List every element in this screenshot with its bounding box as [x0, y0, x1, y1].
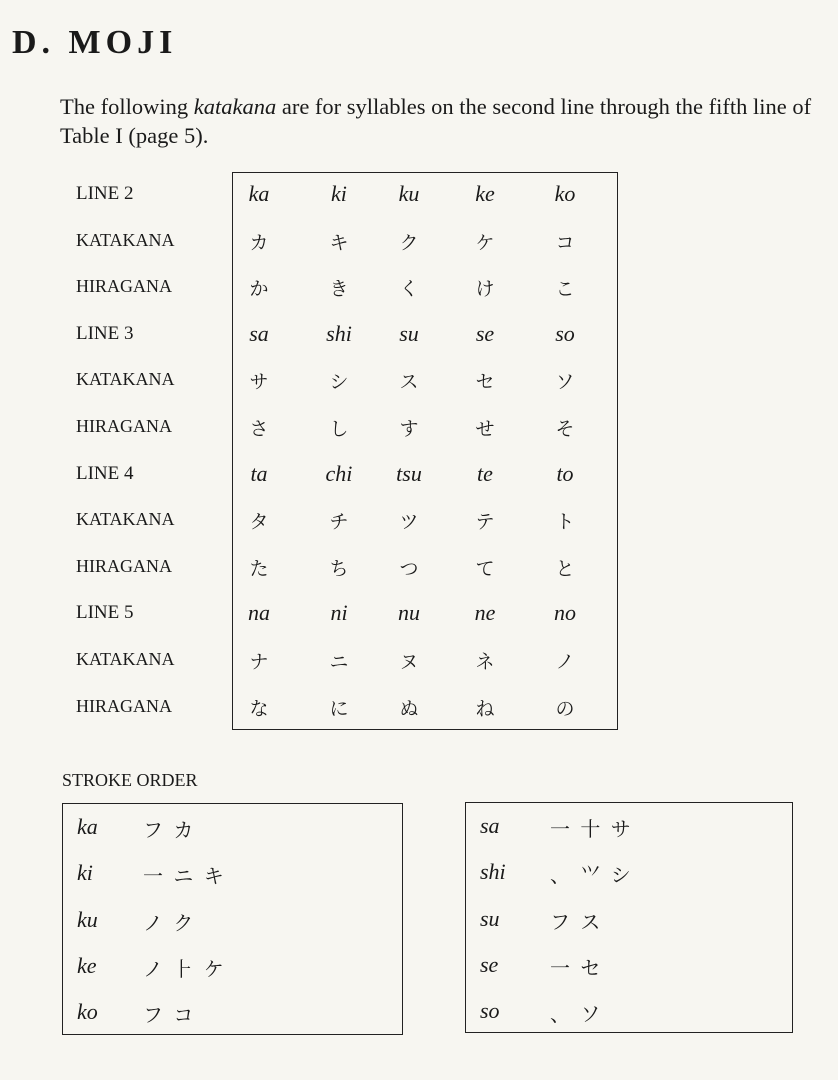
kana-cell: の [555, 697, 575, 720]
kana-cell: た [249, 557, 269, 580]
kana-cell: ソ [555, 371, 575, 394]
kana-cell: ネ [475, 651, 495, 673]
intro-text-end: are for syllables on the second line through the fifth line of Table I (page 5). [60, 94, 812, 148]
kana-table [232, 172, 618, 730]
romaji-cell: ka [248, 181, 270, 206]
kana-cell: な [249, 697, 269, 720]
kana-cell: カ [249, 231, 269, 254]
stroke-order-row [466, 998, 792, 1028]
stroke-sequence: 一 十 サ [550, 817, 633, 841]
romaji-cell: ki [331, 181, 347, 206]
row-label: HIRAGANA [76, 555, 172, 576]
stroke-order-row [63, 907, 402, 937]
romaji-cell: se [475, 320, 495, 346]
romaji-cell: shi [326, 320, 352, 346]
row-label: KATAKANA [76, 509, 175, 530]
stroke-order-row [466, 813, 792, 843]
row-label: LINE 3 [76, 322, 134, 344]
stroke-romaji: su [480, 905, 500, 931]
romaji-cell: ta [250, 460, 268, 486]
kana-cell: ナ [249, 651, 269, 673]
kana-cell: テ [475, 511, 495, 534]
stroke-sequence: ノ ⺊ ケ [143, 956, 226, 981]
kana-cell: て [475, 557, 495, 580]
kana-cell: さ [249, 418, 269, 440]
kana-cell: と [555, 557, 575, 580]
kana-cell: に [329, 697, 349, 720]
stroke-romaji: ku [77, 906, 98, 932]
stroke-sequence: フ ス [550, 909, 603, 934]
kana-cell: ね [475, 697, 495, 720]
kana-cell: ニ [329, 651, 349, 673]
stroke-romaji: ke [77, 952, 97, 978]
kana-cell: ト [555, 511, 575, 534]
romaji-cell: ni [330, 600, 348, 626]
intro-paragraph [60, 92, 830, 150]
kana-cell: セ [475, 371, 495, 394]
stroke-order-box-left [62, 803, 403, 1035]
romaji-cell: nu [398, 600, 420, 626]
stroke-romaji: sa [480, 813, 500, 838]
kana-cell: ち [329, 557, 349, 580]
intro-italic-term: katakana [193, 94, 277, 119]
row-label: HIRAGANA [76, 695, 172, 716]
romaji-cell: sa [249, 320, 269, 346]
stroke-romaji: so [480, 998, 500, 1024]
stroke-order-row [63, 860, 402, 890]
kana-cell: サ [249, 371, 269, 394]
kana-cell: ク [399, 231, 419, 254]
stroke-sequence: 一 ニ キ [143, 864, 226, 889]
romaji-cell: ku [398, 181, 420, 206]
kana-cell: け [475, 278, 495, 301]
kana-cell: ツ [399, 511, 419, 534]
romaji-cell: na [248, 600, 270, 626]
stroke-romaji: se [480, 951, 499, 977]
stroke-order-box-right [465, 802, 793, 1033]
romaji-cell: ko [554, 181, 576, 206]
romaji-cell: tsu [396, 460, 422, 486]
kana-cell: そ [555, 418, 575, 440]
row-label: LINE 4 [76, 462, 134, 484]
kana-cell: ケ [475, 231, 495, 254]
row-label: KATAKANA [76, 229, 175, 250]
kana-cell: ヌ [399, 651, 419, 673]
stroke-order-row [466, 906, 792, 936]
stroke-order-row [466, 859, 792, 889]
stroke-sequence: フ カ [143, 818, 196, 842]
stroke-order-row [63, 953, 402, 983]
romaji-cell: chi [325, 460, 353, 486]
romaji-cell: ne [474, 600, 496, 626]
row-label: HIRAGANA [76, 416, 172, 436]
stroke-romaji: ko [77, 999, 98, 1025]
stroke-sequence: ノ ク [143, 910, 196, 935]
kana-cell: シ [329, 371, 349, 394]
stroke-sequence: フ コ [143, 1003, 196, 1028]
row-label: LINE 5 [76, 602, 134, 624]
romaji-cell: so [555, 320, 575, 346]
kana-cell: き [329, 278, 349, 301]
kana-cell: こ [555, 278, 575, 301]
kana-cell: タ [249, 511, 269, 534]
kana-cell: か [249, 278, 269, 301]
stroke-order-row [63, 999, 402, 1029]
kana-cell: す [399, 418, 419, 440]
romaji-cell: te [477, 460, 493, 486]
stroke-order-title: STROKE ORDER [62, 770, 198, 790]
romaji-cell: ke [475, 181, 495, 206]
kana-cell: キ [329, 231, 349, 254]
row-label: LINE 2 [76, 183, 134, 204]
kana-cell: コ [555, 231, 575, 254]
romaji-cell: to [556, 460, 574, 486]
intro-text-start: The following [60, 94, 194, 119]
stroke-romaji: shi [480, 859, 506, 885]
kana-cell: し [329, 418, 349, 440]
row-label: HIRAGANA [76, 276, 172, 297]
stroke-sequence: 一 セ [550, 955, 603, 980]
stroke-order-row [63, 814, 402, 844]
kana-cell: ノ [555, 651, 575, 673]
romaji-cell: su [399, 320, 419, 346]
kana-cell: ス [399, 371, 419, 394]
kana-cell: つ [399, 557, 419, 580]
romaji-cell: no [554, 600, 576, 626]
kana-cell: く [399, 278, 419, 301]
kana-cell: チ [329, 511, 349, 534]
stroke-romaji: ka [77, 814, 98, 839]
kana-cell: せ [475, 418, 495, 440]
stroke-sequence: 、 ソ [550, 1002, 603, 1027]
stroke-romaji: ki [77, 860, 93, 886]
stroke-sequence: 、 ⺍ シ [550, 863, 633, 888]
stroke-order-row [466, 952, 792, 982]
kana-cell: ぬ [399, 697, 419, 720]
section-heading: D. MOJI [12, 24, 178, 61]
row-label: KATAKANA [76, 369, 175, 390]
row-label: KATAKANA [76, 649, 175, 669]
